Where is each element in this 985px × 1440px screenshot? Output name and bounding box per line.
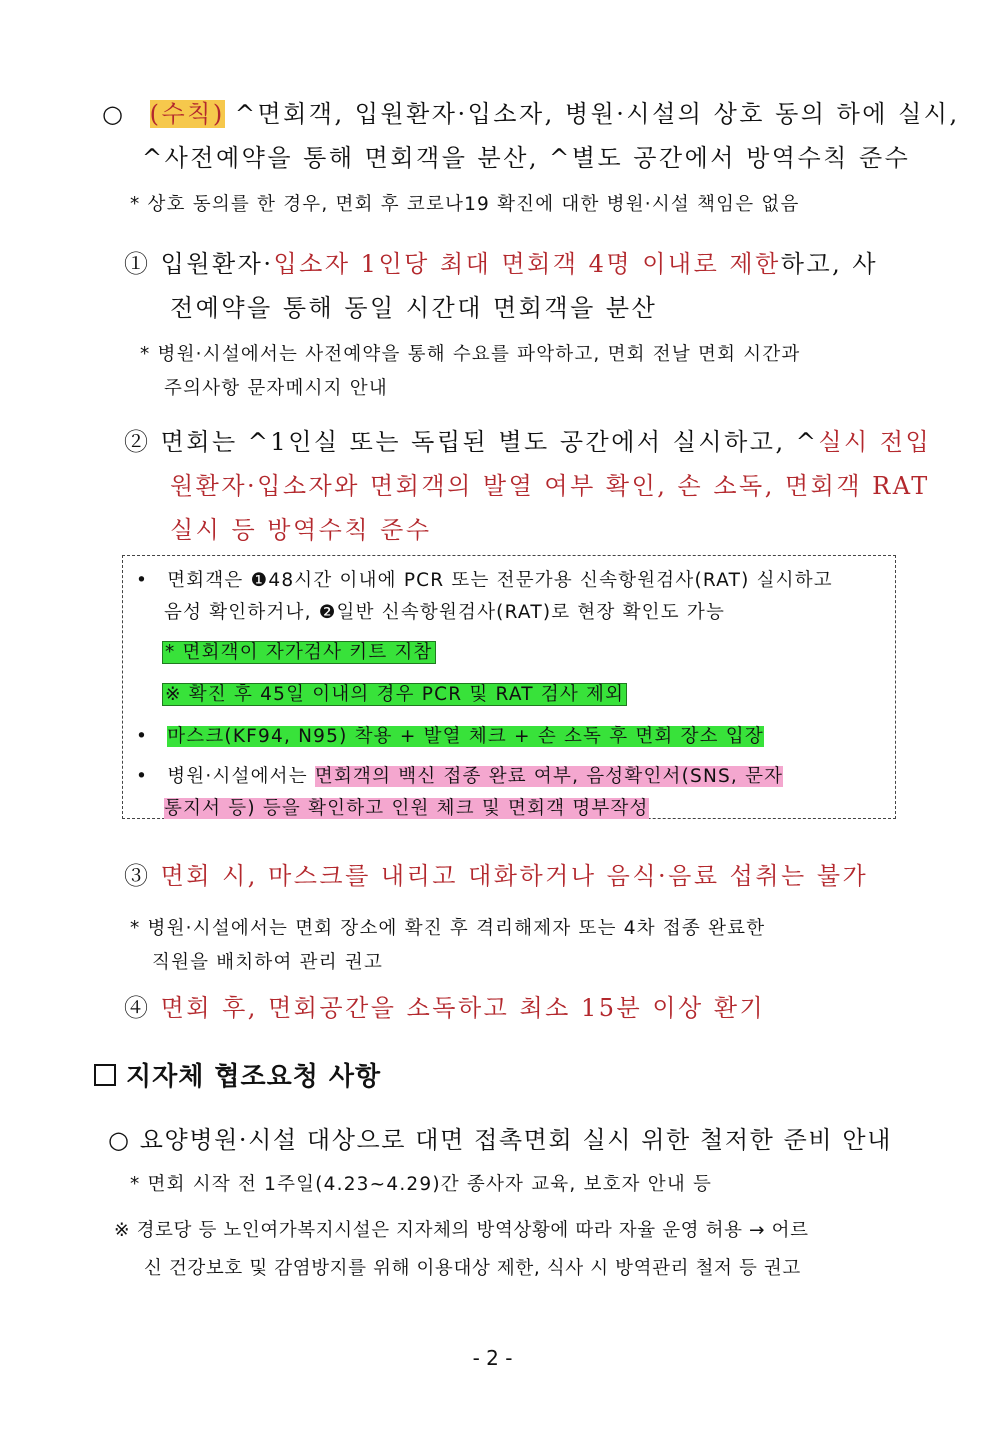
checkbox-square-icon <box>94 1064 116 1086</box>
mask-rule: 마스크(KF94, N95) 착용 + 발열 체크 + 손 소독 후 면회 장소 입장 <box>167 726 764 747</box>
item1-note2: 주의사항 문자메시지 안내 <box>164 378 388 399</box>
box-bullet3-text-a: 병원·시설에서는 <box>167 766 315 787</box>
item1-line2: 전예약을 통해 동일 시간대 면회객을 분산 <box>170 294 658 322</box>
exemption-note: ※ 확진 후 45일 이내의 경우 PCR 및 RAT 검사 제외 <box>162 683 627 706</box>
item3-note1: * 병원·시설에서는 면회 장소에 확진 후 격리해제자 또는 4차 접종 완료한 <box>130 918 766 939</box>
item4-line1 <box>124 988 765 1023</box>
section-note2-line2: 신 건강보호 및 감염방지를 위해 이용대상 제한, 식사 시 방역관리 철저 등 권고 <box>144 1258 801 1279</box>
section-note1: * 면회 시작 전 1주일(4.23~4.29)간 종사자 교육, 보호자 안내 등 <box>130 1174 713 1195</box>
item3-text-red: 면회 시, 마스크를 내리고 대화하거나 음식·음료 섭취는 불가 <box>150 862 869 890</box>
visitor-register-text: 통지서 등) 등을 확인하고 인원 체크 및 면회객 명부작성 <box>164 798 649 819</box>
box-bullet3-line1 <box>136 762 783 788</box>
box-bullet1-line2: 음성 확인하거나, ❷일반 신속항원검사(RAT)로 현장 확인도 가능 <box>164 602 726 623</box>
item1-number: ① <box>124 250 151 278</box>
item2-line3: 실시 등 방역수칙 준수 <box>170 516 432 544</box>
box-bullet1-text1: 면회객은 ❶48시간 이내에 PCR 또는 전문가용 신속항원검사(RAT) 실시하고 <box>167 570 833 591</box>
item1-note1: * 병원·시설에서는 사전예약을 통해 수요를 파악하고, 면회 전날 면회 시간과 <box>140 344 801 365</box>
section-heading <box>94 1056 381 1093</box>
self-test-kit-note: * 면회객이 자가검사 키트 지참 <box>162 641 436 664</box>
section-para1: ○ 요양병원·시설 대상으로 대면 접촉면회 실시 위한 철저한 준비 안내 <box>108 1126 892 1154</box>
para1-text1: ^면회객, 입원환자·입소자, 병원·시설의 상호 동의 하에 실시, <box>224 100 960 128</box>
item4-text-red: 면회 후, 면회공간을 소독하고 최소 15분 이상 환기 <box>150 994 766 1022</box>
item2-line2: 원환자·입소자와 면회객의 발열 여부 확인, 손 소독, 면회객 RAT <box>170 472 930 500</box>
item3-number: ③ <box>124 862 151 890</box>
box-green-note2 <box>162 680 627 706</box>
rule-tag: (수칙) <box>149 100 225 128</box>
box-green-note1 <box>162 638 436 664</box>
bullet-circle: ○ <box>102 100 126 128</box>
item2-text-red1: 실시 전입 <box>818 428 932 456</box>
item2-line1 <box>124 422 931 457</box>
para1-note: * 상호 동의를 한 경우, 면회 후 코로나19 확진에 대한 병원·시설 책임은 없음 <box>130 194 800 215</box>
box-bullet2 <box>136 722 764 748</box>
box-bullet1-line1 <box>136 566 833 592</box>
item2-text-a: 면회는 ^1인실 또는 독립된 별도 공간에서 실시하고, ^ <box>150 428 819 456</box>
item3-line1 <box>124 856 868 891</box>
vaccine-check-text: 면회객의 백신 접종 완료 여부, 음성확인서(SNS, 문자 <box>314 766 784 787</box>
bullet-dot: • <box>136 570 149 591</box>
item1-text-a: 입원환자· <box>150 250 274 278</box>
bullet-dot: • <box>136 766 149 787</box>
box-bullet3-line2 <box>164 794 649 820</box>
para1-line2: ^사전예약을 통해 면회객을 분산, ^별도 공간에서 방역수칙 준수 <box>142 144 911 172</box>
bullet-dot: • <box>136 726 149 747</box>
para1-line1 <box>102 94 960 129</box>
item2-number: ② <box>124 428 151 456</box>
item1-text-red: 입소자 1인당 최대 면회객 4명 이내로 제한 <box>273 250 781 278</box>
item1-text-b: 하고, 사 <box>780 250 879 278</box>
item4-number: ④ <box>124 994 151 1022</box>
page-number: - 2 - <box>472 1346 513 1370</box>
item3-note2: 직원을 배치하여 관리 권고 <box>152 952 384 973</box>
section-title: 지자체 협조요청 사항 <box>126 1062 382 1092</box>
section-note2-line1: ※ 경로당 등 노인여가복지시설은 지자체의 방역상황에 따라 자율 운영 허용 → 어르 <box>114 1220 809 1241</box>
item1-line1 <box>124 244 878 279</box>
